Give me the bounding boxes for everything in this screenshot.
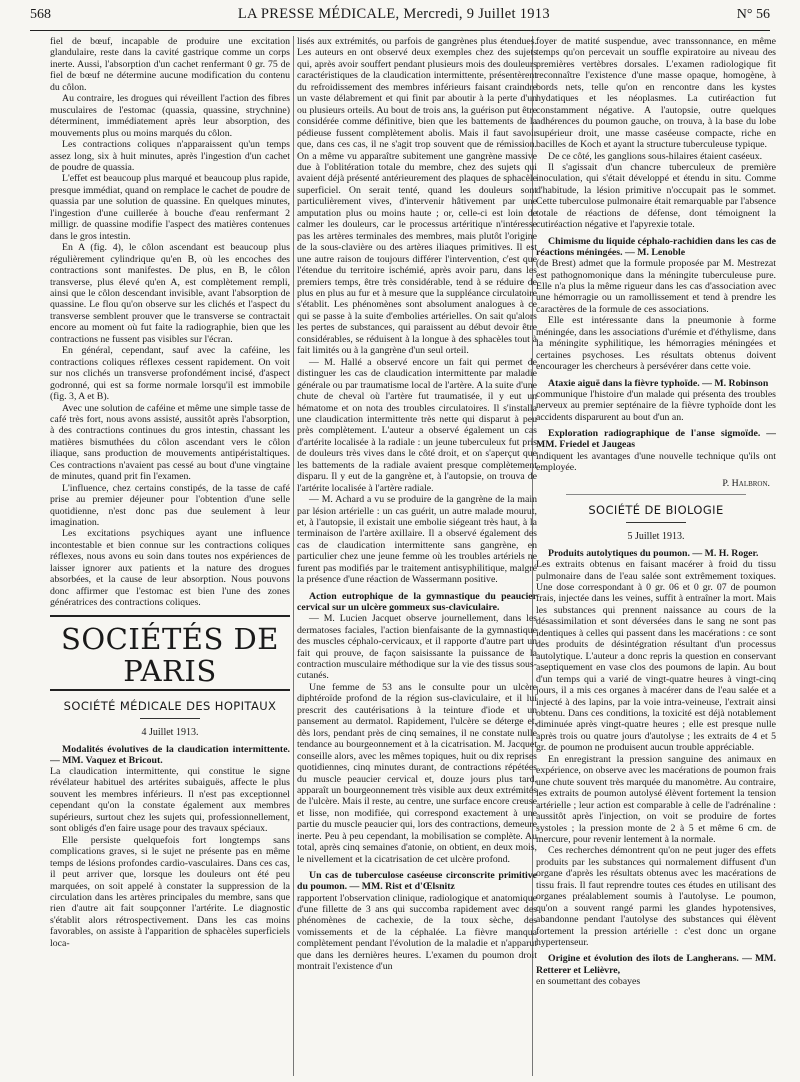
column-1 xyxy=(50,36,290,1076)
article-heading: Modalités évolutives de la claudication intermittente. — MM. Vaquez et Bricout. xyxy=(50,743,290,766)
paragraph: foyer de matité suspendue, avec transsonnance, en même temps qu'on percevait un souffle expiratoire au niveau des premières vertèbres dorsales. L'examen radiologique fit reconnaître l'existence d'une masse opaque, homogène, à bords nets, telle qu'on en rencontre dans les kystes hydatiques et les néoplasmes. La cutiréaction fut constamment négative. A l'autopsie, outre quelques adhérences du poumon gauche, on trouva, à la base du lobe supérieur droit, une masse caséeuse compacte, riche en bacilles de Koch et ayant la structure tuberculeuse typique. xyxy=(536,36,776,151)
article-heading: Exploration radiographique de l'anse sigmoïde. — MM. Friedel et Jaugeas xyxy=(536,428,776,451)
paragraph: communique l'histoire d'un malade qui présenta des troubles nerveux au premier septénaire de la fièvre typhoïde dont les accidents disparurent au bout d'un an. xyxy=(536,388,776,423)
article-heading: Origine et évolution des îlots de Langherans. — MM. Retterer et Lelièvre, xyxy=(536,953,776,976)
article-heading: Action eutrophique de la gymnastique du peaucier cervical sur un ulcère gommeux sus-claviculaire. xyxy=(297,590,537,613)
issue-number: N° 56 xyxy=(736,7,770,22)
session-date: 4 Juillet 1913. xyxy=(141,727,199,739)
header-rule xyxy=(30,30,770,31)
paragraph: Les excitations psychiques ayant une influence incontestable et bien connue sur les contractions coliques réflexes, nous avons eu soin dans toutes nos expériences de laisser ignorer aux patients et la nature des drogues absorbées, et la cause de leur absorption. Nous pouvons donc affirmer que l'estomac est bien l'une des zones génératrices des contractions coliques. xyxy=(50,528,290,609)
paragraph: (de Brest) admet que la formule proposée par M. Mestrezat est pathognomonique dans la méningite tuberculeuse pure. Elle n'a plus la même rigueur dans les cas d'association avec une hémorragie ou un ramollissement et tend à prendre les caractères de la formule de ces associations. xyxy=(536,258,776,315)
paragraph: — M. Hallé a observé encore un fait qui permet de distinguer les cas de claudication intermittente par maladie générale ou par traumatisme local de l'artère. A la suite d'une chute de cheval où l'artère fut traumatisée, il y eut un hématome et on nota des troubles circulatoires. Il s'installa une claudication intermittente très nette qui disparut à peu près complètement. L'auteur a observé également un cas d'artérite localisée à la radiale : un jeune tuberculeux fut pris de douleurs très vives dans le côté droit, et on s'aperçut que les battements de la radiale avaient presque complètement disparu. Il y eut de la gangrène et, à l'autopsie, on trouva de l'artérite localisée à l'artère radiale. xyxy=(297,356,537,494)
article-heading: Un cas de tuberculose caséeuse circonscrite primitive du poumon. — MM. Rist et d'Œlsnitz xyxy=(297,870,537,893)
paragraph: Elle persiste quelquefois fort longtemps sans complications graves, si le sujet ne présente pas en même temps de lésions profondes cardio-vasculaires. Dans ces cas, il peut arriver que, lorsque les douleurs ont été peu marquées, on soit appelé à constater la suppression de la circulation dans les artères principales du membre, sans que rien d'autre ait fait soupçonner l'artérite. Le diagnostic s'établit alors rétrospectivement. Dans les cas moins favorables, on assiste à l'apparition de sphacèles superficiels loca- xyxy=(50,834,290,949)
paragraph: En A (fig. 4), le côlon ascendant est beaucoup plus régulièrement cylindrique qu'en B, où les encoches des contractions sont manifestes. De plus, en B, le côlon transverse, plus élevé qu'en A, est complètement rempli, ainsi que le côlon descendant invisible, avant l'absorption de quassine. Le flou qu'on observe sur les clichés et l'aspect du transverse semblent prouver que le transverse se contractait encore au moment où fut faite la radiographie, bien que les contractions ne fussent pas visibles sur l'écran. xyxy=(50,242,290,345)
paragraph: — M. Achard a vu se produire de la gangrène de la main par lésion artérielle : un cas guérit, un autre malade mourut, et, à l'autopsie, il existait une embolie siégeant très haut, à la terminaison de l'artère axillaire. Il a observé également des cas de claudication intermittente sans gangrène, en particulier chez une jeune femme où les troubles artériels ne furent pas modifiés par le traitement antisyphilitique, malgré la présence d'une réaction de Wassermann positive. xyxy=(297,494,537,586)
paragraph: En enregistrant la pression sanguine des animaux en expérience, on observe avec les macérations de poumon frais une chute souvent très marquée du manomètre. Au contraire, les extraits de poumon autolysé élèvent fortement la tension artérielle ; leur action est comparable à celle de l'adrénaline : aussitôt après l'injection, on voit se produire de fortes systoles ; la pression monte de 2 à 5 et même 6 cm. de mercure, pour revenir lentement à la normale. xyxy=(536,753,776,845)
paragraph: Il s'agissait d'un chancre tuberculeux de première inoculation, qui s'était développé et étendu in situ. Comme d'habitude, la lésion primitive n'occupait pas le sommet. Cette tuberculose pulmonaire était remarquable par l'absence totale de réactions de défense, dont témoignent la cutiréaction négative et l'apyrexie totale. xyxy=(536,161,776,231)
session-date: 5 Juillet 1913. xyxy=(627,531,685,543)
short-rule xyxy=(140,718,200,719)
paragraph: Avec une solution de caféine et même une simple tasse de café très fort, nous avons assisté, aussitôt après l'absorption, à des contractions continues du gros intestin, chassant les matières bismuthées du côlon ascendant vers le côlon iliaque, sans production de mouvements antipéristaltiques. Ces contractions n'avaient pas cessé au bout d'une vingtaine de minutes, quand prit fin l'examen. xyxy=(50,402,290,483)
page-number: 568 xyxy=(30,7,51,22)
society-title: SOCIÉTÉ MÉDICALE DES HOPITAUX xyxy=(63,698,277,713)
paragraph: en soumettant des cobayes xyxy=(536,975,641,987)
paragraph: L'effet est beaucoup plus marqué et beaucoup plus rapide, presque immédiat, quand on remplace le cachet de poudre de quassia par une solution de quassine. En quelques minutes, l'ingestion d'une cuillerée à bouche d'eau renfermant 2 milligr. de quassine modifie l'aspect des matières contenues dans le gros intestin. xyxy=(50,173,290,242)
page-header xyxy=(30,6,770,28)
signature: P. Halbron. xyxy=(722,477,770,489)
journal-title: LA PRESSE MÉDICALE, Mercredi, 9 Juillet 1913 xyxy=(237,6,550,22)
paragraph: rapportent l'observation clinique, radiologique et anatomique d'une fillette de 3 ans qui succomba rapidement avec des phénomènes de cachexie, de la toux sèche, des vomissements et de la céphalée. La fièvre manqua complètement pendant l'évolution de la maladie et n'apparut que dans les dernières heures. L'examen du poumon droit montrait l'existence d'un xyxy=(297,892,537,973)
column-2 xyxy=(297,36,537,1076)
article-heading: Ataxie aiguë dans la fièvre typhoïde. — M. Robinson xyxy=(548,377,769,389)
paragraph: L'influence, chez certains constipés, de la tasse de café prise au premier déjeuner pour l'obtention d'une selle quotidienne, n'est donc pas due seulement à leur imagination. xyxy=(50,482,290,529)
section-rule xyxy=(50,689,290,691)
paragraph: — M. Lucien Jacquet observe journellement, dans les dermatoses faciales, l'action bienfaisante de la gymnastique des muscles céphalo-cervicaux, et il rapporte d'autre part un fait qui prouve, de façon saisissante la puissance de la contraction musculaire méthodique sur la vie des tissus sous-cutanés. xyxy=(297,613,537,682)
column-divider xyxy=(293,36,294,1076)
paragraph: De ce côté, les ganglions sous-hilaires étaient caséeux. xyxy=(548,150,763,162)
column-3 xyxy=(536,36,776,1076)
paragraph: Elle est intéressante dans la pneumonie à forme méningée, dans les associations d'urémie et d'éthylisme, dans la méningite syphilitique, les hémorragies méningées et certaines psychoses. Les résultats obtenus doivent encourager les chercheurs à persévérer dans cette voie. xyxy=(536,315,776,373)
article-heading: Produits autolytiques du poumon. — M. H. Roger. xyxy=(548,547,759,559)
paragraph: Les contractions coliques n'apparaissent qu'un temps assez long, six à huit minutes, après l'ingestion d'un cachet de poudre de quassia. xyxy=(50,139,290,173)
paragraph: Au contraire, les drogues qui réveillent l'action des fibres musculaires de l'estomac (quassia, quassine, strychnine) déterminent, immédiatement après leur absorption, des mouvements plus ou moins marqués du côlon. xyxy=(50,93,290,139)
paragraph: Les extraits obtenus en faisant macérer à froid du tissu pulmonaire dans de l'eau salée sont extrêmement toxiques. Une dose correspondant à 0 gr. 06 et 0 gr. 07 de poumon frais, injectée dans les veines, suffit à entraîner la mort. Mais les substances qui prennent naissance au cours de la désassimilation et sont déversées dans le sang ne sont pas identiques à celles qui passent dans les macérations : ce sont des produits de désintégration résultant d'un processus autolytique. L'auteur a donc repris la question en conservant aseptiquement en vase clos des poumons de lapin. Au bout d'un temps qui a varié de vingt-quatre heures à vingt-cinq jours, il a mis ces organes à macérer dans de l'eau salée et a injecté à des lapins, par la voie intra-veineuse, l'extrait ainsi obtenu. Dans ces conditions, la toxicité est déjà notablement diminuée après vingt-quatre heures ; elle est presque nulle après trois ou quatre jours d'autolyse ; les extraits de 4 et 5 gr. de poumon ne produisent aucun trouble appréciable. xyxy=(536,559,776,754)
paragraph: Ces recherches démontrent qu'on ne peut juger des effets produits par les substances qui normalement diffusent d'un organe d'après les résultats obtenus avec les macérations de tissu frais. Il faut reprendre toutes ces études en utilisant des organes préalablement soumis à l'autolyse. Le poumon, qu'on a souvent rangé parmi les glandes hypotensives, abandonne pendant l'autolyse des substances qui élèvent fortement la pression artérielle : c'est donc un organe hypertenseur. xyxy=(536,845,776,949)
paragraph: En général, cependant, sauf avec la caféine, les contractions coliques réflexes cessent rapidement. On voit sur nos clichés un transverse profondément incisé, d'aspect godronné, qui est sa forme normale lorsqu'il est immobile (fig. 3, A et B). xyxy=(50,345,290,403)
article-heading: Chimisme du liquide céphalo-rachidien dans les cas de réactions méningées. — M. Lenoble xyxy=(536,235,776,258)
paragraph: indiquent les avantages d'une nouvelle technique qu'ils ont employée. xyxy=(536,450,776,474)
paragraph: lisés aux extrémités, ou parfois de gangrènes plus étendues. Les auteurs en ont observé deux exemples chez des sujets qui, après avoir souffert pendant plusieurs mois des douleurs caractéristiques de la claudication intermittente, présentèrent du refroidissement des membres inférieurs faisant craindre un vaste délabrement et qui finit par aboutir à la perte d'un ou plusieurs orteils. Au bout de trois ans, la guérison put être considérée comme définitive, bien que les battements de la pédieuse fussent complètement abolis. Mais il faut savoir que, dans ces cas, il ne s'agit trop souvent que de rémission. On a même vu apparaître subitement une gangrène massive due à l'oblitération totale du membre, chez des sujets qui avaient déjà présenté antérieurement des plaques de sphacèle superficiel. On serait tenté, quand les douleurs sont particulièrement vives, d'intervenir hâtivement par une amputation plus ou moins haute ; or, celle-ci est loin de calmer les douleurs, car le processus artéritique n'intéresse pas les artères terminales des membres, mais plutôt l'origine de la sous-clavière ou des artères iliaques primitives. Il est une autre raison de toujours différer l'intervention, c'est que l'étendue du territoire ischémié, après avoir paru, dans les premiers temps, être très considérable, tend à se réduire de plus en plus au fur et à mesure que la suppléance circulatoire s'établit. Les phénomènes sont absolument analogues à ce qui se passe à la suite d'embolies artérielles. On sait qu'alors les pertes de substances, qui paraissent au début devoir être considérables, se réduisent à la longue à des sphacèles tout à fait limités ou à la gangrène d'un seul orteil. xyxy=(297,36,537,357)
short-rule xyxy=(626,522,686,523)
paragraph: La claudication intermittente, qui constitue le signe révélateur habituel des artérites subaiguës, affecte le plus souvent les membres inférieurs. Il n'est pas exceptionnel cependant qu'on la constate également aux membres supérieurs, surtout chez les sujets qui, professionnellement, sont obligés d'en faire usage pour des travaux spéciaux. xyxy=(50,765,290,835)
separator-rule xyxy=(566,494,746,495)
paragraph: fiel de bœuf, incapable de produire une excitation glandulaire, reste dans la cavité gastrique comme un corps inerte. Aussi, l'absorption d'un cachet renfermant 0 gr. 75 de fiel de bœuf ne détermine aucune modification du contenu du côlon. xyxy=(50,36,290,93)
section-title: SOCIÉTÉS DE PARIS xyxy=(50,615,290,687)
paragraph: Une femme de 53 ans le consulte pour un ulcère diphtéroïde profond de la région sus-claviculaire, et il lui prescrit des cautérisations à la teinture d'iode et un pansement au dermatol. Rapidement, l'ulcère se déterge et, dès lors, pendant près de cinq semaines, il ne constate nulle tendance au bourgeonnement et à la cicatrisation. M. Jacquet conseille alors, avec les mêmes topiques, huit ou dix reprises quotidiennes, cinq minutes durant, de contractions répétées du muscle peaucier cervical et, douze jours plus tard, apparaît un bourgeonnement très visible aux deux extrémités de l'ulcère. Mais il reste, au centre, une surface encore creuse et lisse, non modifiée, qui correspond exactement à une partie du muscle peaucier qui, lors des contractions, demeure inerte. Peu à peu cependant, la mobilisation se complète. Au total, après cinq semaines d'atonie, on obtient, en deux mois, le nivellement et la cicatrisation de cet ulcère profond. xyxy=(297,681,537,865)
society-title: SOCIÉTÉ DE BIOLOGIE xyxy=(588,502,724,517)
